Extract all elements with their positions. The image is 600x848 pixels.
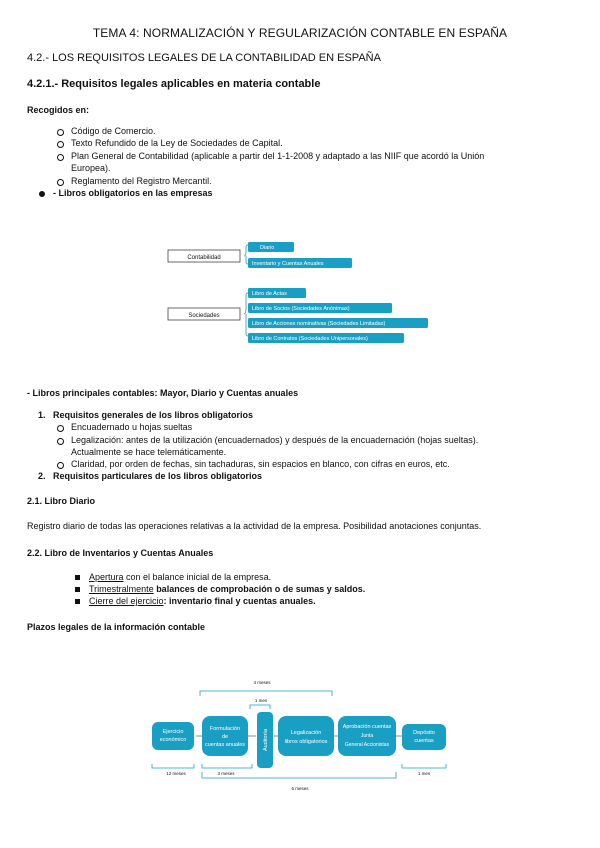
contratos-label: Libro de Contratos (Sociedades Unipersonales) <box>252 336 368 342</box>
list-item-continued: Europea). <box>71 163 111 173</box>
cierre-desc: : inventario final y cuentas anuales. <box>163 596 316 606</box>
aprobacion-label-1: Aprobación cuentas <box>342 724 392 730</box>
actas-label: Libro de Actas <box>252 291 287 297</box>
list-item-continued: Actualmente se hace telemáticamente. <box>71 447 227 457</box>
legalizacion-label-1: Legalización <box>290 730 322 736</box>
list-bullet <box>57 154 64 161</box>
list-item <box>89 596 316 607</box>
aprobacion-label-3: General Accionistas <box>344 742 390 748</box>
list-bullet <box>57 438 64 445</box>
apertura-term: Apertura <box>89 572 124 582</box>
bracket-1-mes <box>402 764 446 768</box>
ejercicio-label-1: Ejercicio <box>162 729 184 735</box>
top-bracket <box>200 691 332 696</box>
bracket-12-meses <box>152 764 194 768</box>
mid-bracket <box>250 705 270 709</box>
numbered-1: 1. <box>38 410 46 420</box>
legalizacion-node <box>278 716 334 756</box>
connector-brace <box>244 245 248 264</box>
contabilidad-group <box>168 242 352 268</box>
auditoria-node <box>257 712 273 768</box>
aprobacion-node <box>338 716 396 756</box>
formulacion-label-1: Formulación <box>209 726 241 732</box>
bracket-3-meses <box>202 764 252 768</box>
connector-brace <box>244 293 248 336</box>
section-heading: 4.2.- LOS REQUISITOS LEGALES DE LA CONTABILIDAD EN ESPAÑA <box>27 52 381 64</box>
list-bullet <box>57 462 64 469</box>
list-item: Encuadernado u hojas sueltas <box>71 422 193 432</box>
plazos-heading: Plazos legales de la información contable <box>27 622 206 632</box>
list-item: Plan General de Contabilidad (aplicable a partir del 1-1-2008 y adaptado a las NIIF que acordó la Unión <box>71 151 485 161</box>
deposito-label-1: Depósito <box>413 730 435 736</box>
trimestral-desc: balances de comprobación o de sumas y saldos. <box>153 584 366 594</box>
inventario-label: Inventario y Cuentas Anuales <box>252 261 324 267</box>
numbered-2: 2. <box>38 471 46 481</box>
aprobacion-label-2: Junta <box>360 733 374 739</box>
cierre-term: Cierre del ejercicio <box>89 596 164 606</box>
duration-3-meses: 3 meses <box>217 771 235 776</box>
subsection-heading: 4.2.1.- Requisitos legales aplicables en materia contable <box>27 78 321 90</box>
list-bullet <box>57 179 64 186</box>
contabilidad-label: Contabilidad <box>187 255 221 261</box>
requisitos-generales: Requisitos generales de los libros obligatorios <box>53 410 254 420</box>
list-item <box>89 584 365 595</box>
auditoria-label: Auditoría <box>263 728 269 752</box>
formulacion-label-2: de <box>221 734 229 740</box>
diario-heading: 2.1. Libro Diario <box>27 496 96 506</box>
libros-heading: - Libros principales contables: Mayor, Diario y Cuentas anuales <box>27 388 299 398</box>
sociedades-group <box>168 288 428 343</box>
list-item: Reglamento del Registro Mercantil. <box>71 176 212 186</box>
list-item: Código de Comercio. <box>71 126 156 136</box>
inventarios-heading: 2.2. Libro de Inventarios y Cuentas Anuales <box>27 548 214 558</box>
deposito-label-2: cuentas <box>414 738 434 744</box>
duration-12-meses: 12 meses <box>166 771 186 776</box>
deposito-node <box>402 724 446 750</box>
trimestral-term: Trimestralmente <box>89 584 154 594</box>
list-item: Legalización: antes de la utilización (encuadernados) y después de la encuadernación (hojas sueltas). <box>71 435 479 445</box>
list-bullet <box>75 587 80 592</box>
libros-diagram <box>160 238 450 348</box>
plazos-diagram <box>140 672 460 802</box>
bullet-dot <box>39 191 45 197</box>
deposito-box <box>402 724 446 750</box>
duration-1-mes: 1 mes <box>417 771 431 776</box>
legalizacion-box <box>278 716 334 756</box>
diario-text: Registro diario de todas las operaciones relativas a la actividad de la empresa. Posibilidad anotaciones conjuntas. <box>27 521 482 531</box>
recogidos-label: Recogidos en: <box>27 105 90 115</box>
list-item: Claridad, por orden de fechas, sin tachaduras, sin espacios en blanco, con cifras en euros, etc. <box>71 459 450 469</box>
duration-6-meses: 6 meses <box>291 786 309 791</box>
ejercicio-label-2: económico <box>159 737 187 743</box>
libros-obligatorios-bullet: - Libros obligatorios en las empresas <box>53 188 213 198</box>
list-bullet <box>57 141 64 148</box>
list-bullet <box>75 575 80 580</box>
ejercicio-node <box>152 722 194 750</box>
sociedades-label: Sociedades <box>188 313 220 319</box>
formulacion-node <box>202 716 248 756</box>
ejercicio-box <box>152 722 194 750</box>
requisitos-particulares: Requisitos particulares de los libros obligatorios <box>53 471 263 481</box>
mid-duration-label: 1 mes <box>254 698 268 703</box>
top-duration-label: 4 meses <box>253 680 271 685</box>
socios-label: Libro de Socios (Sociedades Anónimas) <box>252 306 350 312</box>
list-item <box>89 572 271 583</box>
legalizacion-label-2: libros obligatorios <box>284 739 328 745</box>
list-bullet <box>57 425 64 432</box>
formulacion-label-3: cuentas anuales <box>204 742 246 748</box>
list-bullet <box>57 129 64 136</box>
list-bullet <box>75 599 80 604</box>
list-item: Texto Refundido de la Ley de Sociedades de Capital. <box>71 138 283 148</box>
diario-label: Diario <box>260 245 275 251</box>
apertura-desc: con el balance inicial de la empresa. <box>123 572 272 582</box>
acciones-label: Libro de Acciones nominativas (Sociedades Limitadas) <box>252 321 386 327</box>
page-title: TEMA 4: NORMALIZACIÓN Y REGULARIZACIÓN CONTABLE EN ESPAÑA <box>92 26 508 40</box>
